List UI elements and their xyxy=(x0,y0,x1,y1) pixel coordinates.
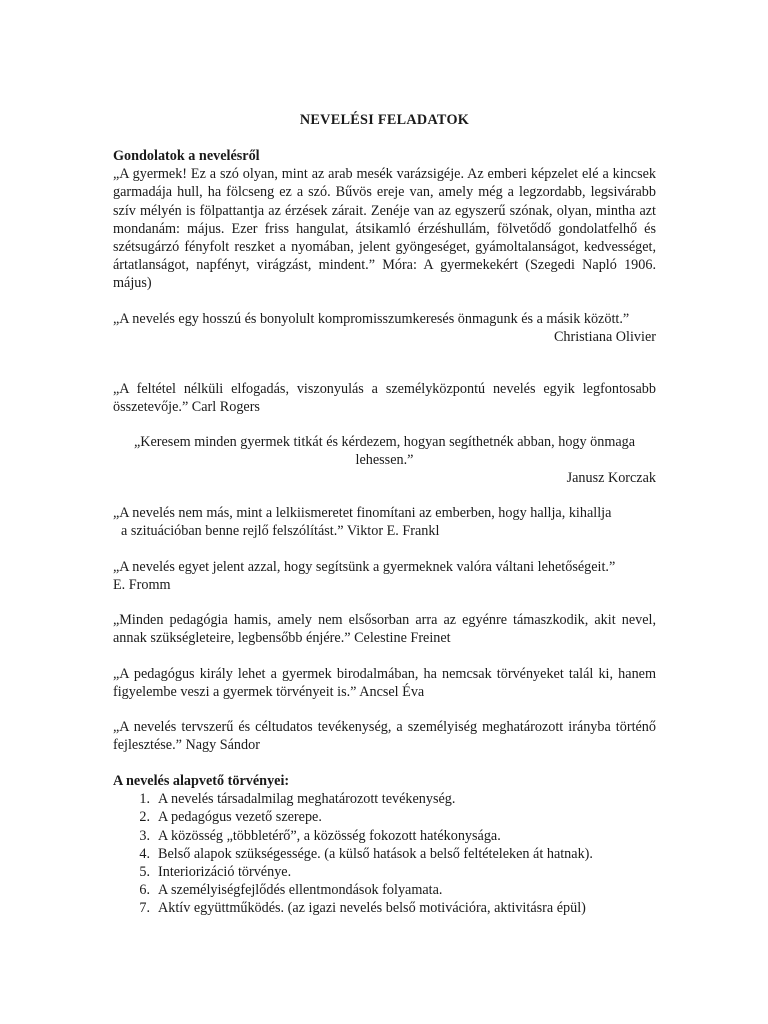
quote-text-line: „A nevelés nem más, mint a lelkiismeretet finomítani az emberben, hogy hallja, kihallja xyxy=(113,505,612,521)
quote-block-ancsel xyxy=(113,665,656,701)
quote-block-fromm xyxy=(113,558,656,594)
list-item xyxy=(130,827,656,845)
list-item-number: 7. xyxy=(139,900,150,917)
document-title: NEVELÉSI FELADATOK xyxy=(299,112,470,128)
section-gondolatok xyxy=(113,147,656,293)
quote-block-nagy xyxy=(113,718,656,754)
list-item-number: 4. xyxy=(139,845,150,862)
quote-text-line: lehessen.” xyxy=(355,452,414,469)
quote-text: „A pedagógus király lehet a gyermek birodalmában, ha nemcsak törvényeket talál ki, hanem figyelembe veszi a gyermek törvényeit is.” Ancsel Éva xyxy=(113,666,656,701)
list-item xyxy=(130,790,656,808)
list-item-text: A nevelés társadalmilag meghatározott tevékenység. xyxy=(158,791,456,808)
list-item-number: 3. xyxy=(139,827,150,844)
list-item-text: A pedagógus vezető szerepe. xyxy=(158,809,322,826)
section-heading: Gondolatok a nevelésről xyxy=(113,148,260,164)
quote-author: Christiana Olivier xyxy=(553,329,656,346)
quote-mora: „A gyermek! Ez a szó olyan, mint az arab mesék varázsigéje. Az emberi képzelet elé a kincsek garmadája hull, ha fölcseng ez a szó. Bűvös ereje van, amely még a legzordabb, legsivárabb szív mélyén is fölpattantja az érzések zárait. Zenéje van az egyszerű szónak, olyan, mintha azt mondanám: május. Ezer friss hangulat, átsikamló érzéshullám, fölvetődő gondolatfelhő és szétsugárzó fényfolt reszket a nyomában, jelent gyöngeséget, gyámoltalanságot, kedvességet, ártatlanságot, napfényt, virágzást, mindent.” Móra: A gyermekekért (Szegedi Napló 1906. május) xyxy=(113,166,656,292)
laws-list xyxy=(113,790,656,917)
list-item xyxy=(130,899,656,917)
section-laws xyxy=(113,772,656,918)
quote-block-rogers xyxy=(113,380,656,416)
quote-text: „Minden pedagógia hamis, amely nem elsősorban arra az egyénre támaszkodik, akit nevel, annak szükségleteire, legbensőbb énjére.” Celestine Freinet xyxy=(113,612,656,647)
list-item-text: Aktív együttműködés. (az igazi nevelés belső motivációra, aktivitásra épül) xyxy=(158,900,586,917)
list-item-number: 2. xyxy=(139,809,150,826)
list-item xyxy=(130,881,656,899)
quote-text-line: „A nevelés egyet jelent azzal, hogy segítsünk a gyermeknek valóra váltani lehetőségeit.” xyxy=(113,559,616,575)
list-item-text: Interiorizáció törvénye. xyxy=(158,864,292,881)
quote-block-frankl xyxy=(113,504,656,540)
list-item xyxy=(130,808,656,826)
quote-text-line: a szituációban benne rejlő felszólítást.” Viktor E. Frankl xyxy=(121,523,440,540)
list-item-number: 5. xyxy=(139,864,150,881)
quote-text-line: E. Fromm xyxy=(113,577,171,594)
list-item-number: 6. xyxy=(139,882,150,899)
quote-block-olivier xyxy=(113,310,656,346)
list-item-number: 1. xyxy=(139,791,150,808)
quote-text-line: „Keresem minden gyermek titkát és kérdezem, hogyan segíthetnék abban, hogy önmaga xyxy=(133,434,636,450)
list-item xyxy=(130,845,656,863)
quote-block-korczak xyxy=(113,433,656,488)
quote-text: „A nevelés tervszerű és céltudatos tevékenység, a személyiség meghatározott irányba történő fejlesztése.” Nagy Sándor xyxy=(113,719,656,754)
quote-author: Janusz Korczak xyxy=(566,470,656,487)
list-item-text: A személyiségfejlődés ellentmondások folyamata. xyxy=(158,882,443,899)
quote-text: „A nevelés egy hosszú és bonyolult kompromisszumkeresés önmagunk és a másik között.” xyxy=(113,311,630,327)
quote-block-freinet xyxy=(113,611,656,647)
list-item xyxy=(130,863,656,881)
quote-text: „A feltétel nélküli elfogadás, viszonyulás a személyközpontú nevelés egyik legfontosabb összetevője.” Carl Rogers xyxy=(113,381,656,416)
list-item-text: A közösség „többletérő”, a közösség fokozott hatékonysága. xyxy=(158,827,501,844)
section-heading: A nevelés alapvető törvényei: xyxy=(113,773,290,789)
list-item-text: Belső alapok szükségessége. (a külső hatások a belső feltételeken át hatnak). xyxy=(158,845,593,862)
